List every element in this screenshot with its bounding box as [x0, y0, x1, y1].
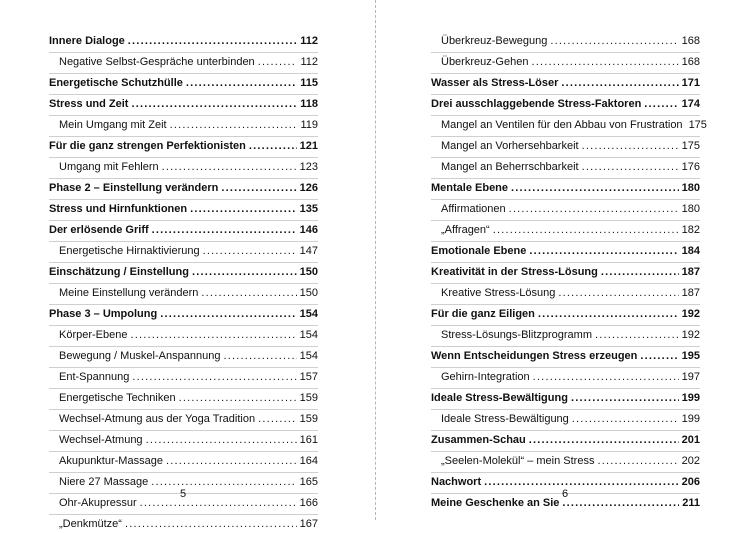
toc-entry-title: Bewegung / Muskel-Anspannung [59, 350, 221, 362]
toc-section-entry[interactable] [431, 368, 700, 386]
toc-entry-page: 171 [681, 77, 700, 89]
toc-entry-title: Nachwort [431, 476, 482, 488]
toc-entry-page: 150 [299, 287, 318, 299]
toc-entry-page: 112 [300, 56, 318, 68]
toc-entry-title: Kreative Stress-Lösung [441, 287, 556, 299]
toc-leader-dots [572, 410, 679, 428]
toc-entry-page: 146 [299, 224, 318, 236]
toc-entry-page: 150 [299, 266, 318, 278]
toc-entry-page: 195 [681, 350, 700, 362]
toc-entry-page: 123 [299, 161, 318, 173]
toc-leader-dots [582, 158, 679, 176]
toc-leader-dots [258, 410, 297, 428]
toc-leader-dots [258, 53, 298, 71]
toc-section-entry[interactable] [431, 284, 700, 302]
toc-entry-page: 115 [300, 77, 318, 89]
toc-entry-page: 121 [299, 140, 318, 152]
toc-entry-title: Emotionale Ebene [431, 245, 527, 257]
toc-leader-dots [561, 74, 678, 92]
toc-leader-dots [558, 284, 678, 302]
toc-leader-dots [529, 242, 678, 260]
toc-section-entry[interactable] [431, 32, 700, 50]
toc-entry-page: 199 [681, 392, 700, 404]
toc-entry-title: Innere Dialoge [49, 35, 125, 47]
toc-section-entry[interactable] [431, 221, 700, 239]
toc-section-entry[interactable] [49, 284, 318, 302]
toc-leader-dots [146, 431, 297, 449]
toc-leader-dots [640, 347, 678, 365]
toc-leader-dots [152, 221, 297, 239]
toc-section-entry[interactable] [431, 452, 700, 470]
toc-entry-page: 206 [681, 476, 700, 488]
toc-entry-title: Meine Einstellung verändern [59, 287, 199, 299]
toc-entry-title: Meine Geschenke an Sie [431, 497, 560, 509]
toc-leader-dots [131, 95, 297, 113]
toc-section-entry[interactable] [49, 389, 318, 407]
toc-leader-dots [190, 200, 297, 218]
toc-entry-title: Körper-Ebene [59, 329, 128, 341]
toc-chapter-entry[interactable] [431, 179, 700, 197]
toc-leader-dots [192, 263, 297, 281]
toc-entry-title: Mangel an Beherrschbarkeit [441, 161, 579, 173]
toc-leader-dots [128, 32, 297, 50]
toc-entry-title: Überkreuz-Bewegung [441, 35, 548, 47]
toc-leader-dots [179, 389, 297, 407]
toc-chapter-entry[interactable] [431, 242, 700, 260]
toc-entry-page: 187 [681, 266, 700, 278]
toc-section-entry[interactable] [49, 158, 318, 176]
toc-entry-page: 112 [300, 35, 318, 47]
toc-chapter-entry[interactable] [49, 263, 318, 281]
toc-entry-title: Mangel an Ventilen für den Abbau von Frustration [441, 119, 683, 131]
toc-entry-title: Wechsel-Atmung aus der Yoga Tradition [59, 413, 256, 425]
toc-section-entry[interactable] [49, 53, 318, 71]
toc-entry-title: Für die ganz Eiligen [431, 308, 535, 320]
toc-entry-title: Ent-Spannung [59, 371, 130, 383]
toc-section-entry[interactable] [49, 431, 318, 449]
toc-entry-page: 201 [681, 434, 700, 446]
toc-leader-dots [125, 515, 297, 533]
toc-leader-dots [201, 284, 296, 302]
toc-entry-title: Ohr-Akupressur [59, 497, 137, 509]
toc-leader-dots [531, 53, 678, 71]
toc-entry-page: 135 [299, 203, 318, 215]
toc-leader-dots [533, 368, 679, 386]
toc-entry-title: „Affragen“ [441, 224, 490, 236]
toc-leader-dots [221, 179, 296, 197]
toc-leader-dots [529, 431, 679, 449]
toc-entry-page: 176 [681, 161, 700, 173]
toc-entry-title: Stress und Hirnfunktionen [49, 203, 188, 215]
toc-entry-title: Mentale Ebene [431, 182, 509, 194]
toc-entry-title: Überkreuz-Gehen [441, 56, 529, 68]
toc-section-entry[interactable] [49, 452, 318, 470]
toc-chapter-entry[interactable] [49, 179, 318, 197]
toc-entry-page: 184 [681, 245, 700, 257]
toc-leader-dots [223, 347, 296, 365]
toc-entry-page: 182 [681, 224, 700, 236]
toc-entry-title: Wechsel-Atmung [59, 434, 143, 446]
toc-leader-dots [203, 242, 297, 260]
toc-entry-page: 118 [300, 98, 318, 110]
toc-leader-dots [601, 263, 679, 281]
toc-leader-dots [597, 452, 678, 470]
toc-section-entry[interactable] [49, 347, 318, 365]
toc-entry-title: Phase 2 – Einstellung verändern [49, 182, 219, 194]
toc-entry-title: Mangel an Vorhersehbarkeit [441, 140, 579, 152]
toc-leader-dots [582, 137, 679, 155]
toc-entry-page: 154 [299, 308, 318, 320]
toc-entry-page: 175 [688, 119, 707, 131]
toc-entry-page: 161 [299, 434, 318, 446]
toc-entry-title: Der erlösende Griff [49, 224, 149, 236]
toc-leader-dots [511, 179, 679, 197]
toc-entry-title: Negative Selbst-Gespräche unterbinden [59, 56, 255, 68]
toc-entry-page: 197 [681, 371, 700, 383]
toc-entry-page: 154 [299, 329, 318, 341]
toc-entry-title: Einschätzung / Einstellung [49, 266, 189, 278]
toc-entry-title: Ideale Stress-Bewältigung [431, 392, 568, 404]
toc-entry-title: Energetische Hirnaktivierung [59, 245, 200, 257]
toc-leader-dots [132, 368, 296, 386]
toc-entry-page: 119 [300, 119, 318, 131]
toc-chapter-entry[interactable] [49, 74, 318, 92]
toc-entry-page: 164 [299, 455, 318, 467]
toc-entry-title: Kreativität in der Stress-Lösung [431, 266, 598, 278]
toc-entry-page: 168 [681, 35, 700, 47]
toc-chapter-entry[interactable] [431, 389, 700, 407]
toc-entry-page: 154 [299, 350, 318, 362]
toc-entry-title: Zusammen-Schau [431, 434, 526, 446]
toc-section-entry[interactable] [49, 242, 318, 260]
toc-entry-title: Energetische Techniken [59, 392, 176, 404]
toc-entry-page: 165 [299, 476, 318, 488]
toc-leader-dots [493, 221, 679, 239]
toc-chapter-entry[interactable] [431, 95, 700, 113]
toc-chapter-entry[interactable] [49, 32, 318, 50]
toc-entry-page: 211 [682, 497, 700, 509]
toc-leader-dots [131, 326, 297, 344]
page-divider [375, 0, 376, 520]
toc-leader-dots [509, 200, 679, 218]
toc-leader-dots [186, 74, 297, 92]
toc-entry-title: Gehirn-Integration [441, 371, 530, 383]
toc-entry-page: 199 [681, 413, 700, 425]
toc-entry-page: 174 [681, 98, 700, 110]
toc-entry-page: 175 [681, 140, 700, 152]
toc-section-entry[interactable] [431, 53, 700, 71]
toc-entry-page: 147 [299, 245, 318, 257]
toc-entry-title: Wasser als Stress-Löser [431, 77, 559, 89]
toc-entry-page: 202 [681, 455, 700, 467]
toc-left [49, 32, 318, 533]
toc-leader-dots [249, 137, 297, 155]
toc-entry-title: Ideale Stress-Bewältigung [441, 413, 569, 425]
toc-entry-page: 168 [681, 56, 700, 68]
toc-entry-page: 157 [299, 371, 318, 383]
toc-entry-title: Wenn Entscheidungen Stress erzeugen [431, 350, 638, 362]
toc-leader-dots [644, 95, 678, 113]
toc-leader-dots [160, 305, 296, 323]
page-number-right: 6 [561, 488, 569, 500]
toc-entry-title: Affirmationen [441, 203, 506, 215]
toc-entry-page: 159 [299, 392, 318, 404]
toc-entry-title: Akupunktur-Massage [59, 455, 163, 467]
toc-section-entry[interactable] [49, 515, 318, 533]
left-page [0, 0, 372, 530]
toc-entry-title: „Denkmütze“ [59, 518, 122, 530]
toc-chapter-entry[interactable] [431, 305, 700, 323]
toc-section-entry[interactable] [431, 116, 707, 134]
toc-entry-page: 192 [681, 308, 700, 320]
toc-entry-page: 166 [299, 497, 318, 509]
toc-leader-dots [595, 326, 679, 344]
toc-chapter-entry[interactable] [49, 95, 318, 113]
toc-leader-dots [571, 389, 679, 407]
toc-entry-title: Niere 27 Massage [59, 476, 149, 488]
toc-section-entry[interactable] [49, 368, 318, 386]
toc-entry-title: Mein Umgang mit Zeit [59, 119, 167, 131]
toc-right [431, 32, 707, 512]
toc-leader-dots [166, 452, 297, 470]
toc-entry-title: Energetische Schutzhülle [49, 77, 183, 89]
toc-entry-title: Stress-Lösungs-Blitzprogramm [441, 329, 592, 341]
toc-chapter-entry[interactable] [431, 347, 700, 365]
toc-entry-title: Für die ganz strengen Perfektionisten [49, 140, 246, 152]
toc-entry-title: „Seelen-Molekül“ – mein Stress [441, 455, 595, 467]
toc-section-entry[interactable] [431, 137, 700, 155]
toc-chapter-entry[interactable] [49, 137, 318, 155]
toc-entry-page: 126 [299, 182, 318, 194]
toc-leader-dots [162, 158, 297, 176]
toc-leader-dots [170, 116, 298, 134]
toc-chapter-entry[interactable] [49, 221, 318, 239]
toc-chapter-entry[interactable] [49, 305, 318, 323]
toc-section-entry[interactable] [431, 326, 700, 344]
toc-section-entry[interactable] [49, 326, 318, 344]
toc-leader-dots [550, 32, 678, 50]
toc-entry-title: Phase 3 – Umpolung [49, 308, 158, 320]
toc-entry-title: Drei ausschlaggebende Stress-Faktoren [431, 98, 642, 110]
toc-entry-page: 167 [299, 518, 318, 530]
toc-entry-title: Umgang mit Fehlern [59, 161, 159, 173]
page-number-left: 5 [179, 488, 187, 500]
toc-entry-page: 180 [681, 203, 700, 215]
toc-section-entry[interactable] [431, 158, 700, 176]
toc-entry-page: 187 [681, 287, 700, 299]
toc-section-entry[interactable] [49, 410, 318, 428]
toc-section-entry[interactable] [431, 200, 700, 218]
toc-section-entry[interactable] [49, 116, 318, 134]
toc-chapter-entry[interactable] [431, 74, 700, 92]
toc-entry-page: 159 [299, 413, 318, 425]
toc-leader-dots [538, 305, 679, 323]
toc-chapter-entry[interactable] [49, 200, 318, 218]
toc-entry-title: Stress und Zeit [49, 98, 129, 110]
toc-entry-page: 180 [681, 182, 700, 194]
toc-chapter-entry[interactable] [431, 431, 700, 449]
toc-chapter-entry[interactable] [431, 263, 700, 281]
toc-entry-page: 192 [681, 329, 700, 341]
toc-section-entry[interactable] [431, 410, 700, 428]
right-page [379, 0, 750, 520]
